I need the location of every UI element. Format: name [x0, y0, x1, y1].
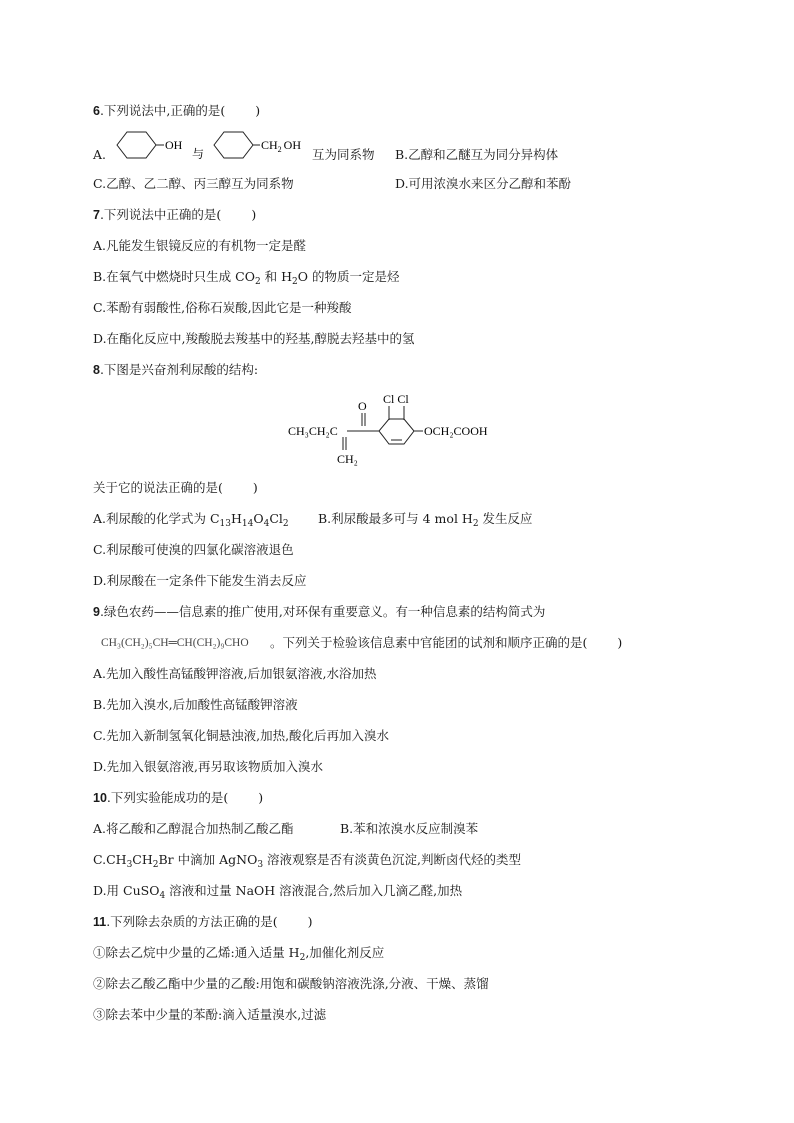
q6-option-d: D.可用浓溴水来区分乙醇和苯酚	[395, 176, 572, 191]
q9-stem-2: 。下列关于检验该信息素中官能团的试剂和顺序正确的是( )	[270, 635, 623, 650]
acetic-ether-label: OCH₂COOH	[424, 424, 488, 438]
q6-option-b: B.乙醇和乙醚互为同分异构体	[395, 147, 559, 162]
q10-option-b: B.苯和浓溴水反应制溴苯	[340, 821, 479, 836]
q6-connector: 与	[192, 147, 205, 161]
ch2-label: CH	[261, 138, 278, 152]
q6-option-c: C.乙醇、乙二醇、丙三醇互为同系物	[93, 176, 294, 191]
q10-option-c: $C.CH_3CH_2Br$ 中滴加 AgNO$_3$ 溶液观察是否有淡黄色沉淀,判断卤代烃的类型	[93, 852, 522, 870]
q9-stem: 9.绿色农药——信息素的推广使用,对环保有重要意义。有一种信息素的结构简式为	[93, 604, 546, 619]
q11-item-1: ①除去乙烷中少量的乙烯:通入适量 $H_2$,加催化剂反应	[93, 945, 385, 963]
etacrynic-acid-structure	[285, 390, 515, 470]
q8-stem: 8.下图是兴奋剂利尿酸的结构:	[93, 362, 259, 377]
phenol-structure	[117, 132, 183, 158]
q9-option-a: A.先加入酸性高锰酸钾溶液,后加银氨溶液,水浴加热	[93, 666, 377, 681]
svg-text:CH2OH: $CH_2$ OH	[261, 138, 302, 154]
chlorine-labels: Cl Cl	[383, 392, 409, 406]
q11-item-3: ③除去苯中少量的苯酚:滴入适量溴水,过滤	[93, 1007, 327, 1022]
q10-option-d: D.用 CuSO$_4$ 溶液和过量 NaOH 溶液混合,然后加入几滴乙醛,加热	[93, 883, 463, 901]
q7-option-a: A.凡能发生银镜反应的有机物一定是醛	[93, 238, 307, 253]
q6-stem: 6.下列说法中,正确的是( )	[93, 103, 261, 118]
q11-stem: 11.下列除去杂质的方法正确的是( )	[93, 914, 313, 929]
carbonyl-oxygen-label: O	[358, 399, 367, 413]
q9-option-c: C.先加入新制氢氧化铜悬浊液,加热,酸化后再加入溴水	[93, 728, 390, 743]
q11-item-2: ②除去乙酸乙酯中少量的乙酸:用饱和碳酸钠溶液洗涤,分液、干燥、蒸馏	[93, 976, 489, 991]
q10-option-a: A.将乙酸和乙醇混合加热制乙酸乙酯	[93, 821, 294, 836]
q9-formula: CH₃(CH₂)₅CH═CH(CH₂)₉CHO	[101, 637, 249, 649]
phenol-oh-label: OH	[165, 138, 183, 152]
q8-option-a: A.利尿酸的化学式为 $C_{13}H_{14}O_4Cl_2$	[93, 511, 289, 529]
q8-question: 关于它的说法正确的是( )	[93, 480, 258, 495]
q7-stem: 7.下列说法中正确的是( )	[93, 207, 257, 222]
q6-structures	[112, 126, 312, 168]
q9-option-d: D.先加入银氨溶液,再另取该物质加入溴水	[93, 759, 324, 774]
q7-option-d: D.在酯化反应中,羧酸脱去羧基中的羟基,醇脱去羟基中的氢	[93, 331, 415, 346]
ethyl-chain-label: CH₃CH₂C	[288, 424, 338, 438]
methylene-label: CH₂	[337, 452, 358, 466]
q10-stem: 10.下列实验能成功的是( )	[93, 790, 264, 805]
q8-option-b: B.利尿酸最多可与 4 mol $H_2$ 发生反应	[318, 511, 533, 529]
q9-option-b: B.先加入溴水,后加酸性高锰酸钾溶液	[93, 697, 298, 712]
q7-option-c: C.苯酚有弱酸性,俗称石炭酸,因此它是一种羧酸	[93, 300, 352, 315]
q8-option-c: C.利尿酸可使溴的四氯化碳溶液退色	[93, 542, 294, 557]
q7-option-b: B.在氧气中燃烧时只生成 $CO_2$ 和 $H_2O$ 的物质一定是烃	[93, 269, 400, 287]
q8-option-d: D.利尿酸在一定条件下能发生消去反应	[93, 573, 307, 588]
benzyl-alcohol-structure	[214, 132, 301, 158]
q6-option-a-label: A.	[93, 147, 107, 162]
q6-option-a-tail: 互为同系物	[312, 147, 375, 162]
